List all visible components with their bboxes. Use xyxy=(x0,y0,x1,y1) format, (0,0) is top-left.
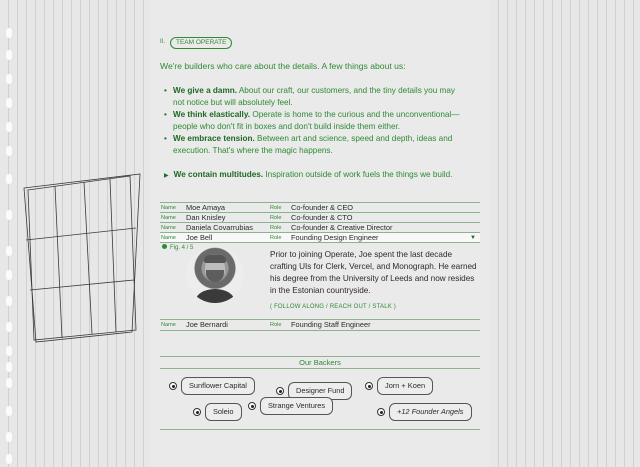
binder-holes xyxy=(6,0,14,467)
intro-text: We're builders who care about the details. A few things about us: xyxy=(160,61,406,71)
collapsible-value[interactable]: ▶ We contain multitudes. Inspiration outside of work fuels the things we build. xyxy=(164,169,452,182)
team-row[interactable]: Name Daniela Covarrubias Role Co-founder & Creative Director xyxy=(161,223,393,232)
caret-right-icon: ▶ xyxy=(164,173,169,179)
section-tag: TEAM OPERATE xyxy=(170,37,232,49)
right-margin-ruling xyxy=(490,0,640,467)
values-list xyxy=(164,85,480,157)
radio-icon xyxy=(169,382,177,390)
chevron-down-icon[interactable]: ▼ xyxy=(470,235,476,241)
value-item: • We give a damn. About our craft, our customers, and the tiny details you may not notice but will absolutely feel. xyxy=(164,85,480,109)
divider xyxy=(160,368,480,369)
section-number: II. xyxy=(160,39,166,45)
value-item: • We think elastically. Operate is home to the curious and the unconventional— people who don't fit in boxes and don't build inside them either. xyxy=(164,109,480,133)
backers-title: Our Backers xyxy=(299,358,341,367)
radio-icon xyxy=(377,408,385,416)
member-links[interactable]: ( FOLLOW ALONG / REACH OUT / STALK ) xyxy=(270,304,396,310)
divider xyxy=(160,429,480,430)
team-row[interactable]: Name Dan Knisley Role Co-founder & CTO xyxy=(161,213,353,222)
figure-label: Fig. 4 / 5 xyxy=(162,244,193,251)
radio-icon xyxy=(248,402,256,410)
member-bio: Prior to joining Operate, Joe spent the last decade crafting UIs for Clerk, Vercel, and Monograph. He earned his degree from the University of Leeds and now resides in the Estonian countryside. xyxy=(270,250,477,295)
divider xyxy=(160,356,480,357)
radio-icon xyxy=(193,408,201,416)
divider xyxy=(160,242,480,243)
radio-icon xyxy=(276,387,284,395)
dot-icon xyxy=(162,244,167,249)
divider xyxy=(160,330,480,331)
value-item: • We embrace tension. Between art and science, speed and depth, ideas and execution. That's where the magic happens. xyxy=(164,133,480,157)
sketch-frame-illustration xyxy=(20,170,150,345)
team-row[interactable]: Name Moe Amaya Role Co-founder & CEO xyxy=(161,203,354,212)
team-row[interactable]: Name Joe Bernardi Role Founding Staff Engineer xyxy=(161,320,371,329)
radio-icon xyxy=(365,382,373,390)
avatar xyxy=(186,247,244,303)
team-row-expanded[interactable]: Name Joe Bell Role Founding Design Engineer ▼ xyxy=(160,233,480,243)
